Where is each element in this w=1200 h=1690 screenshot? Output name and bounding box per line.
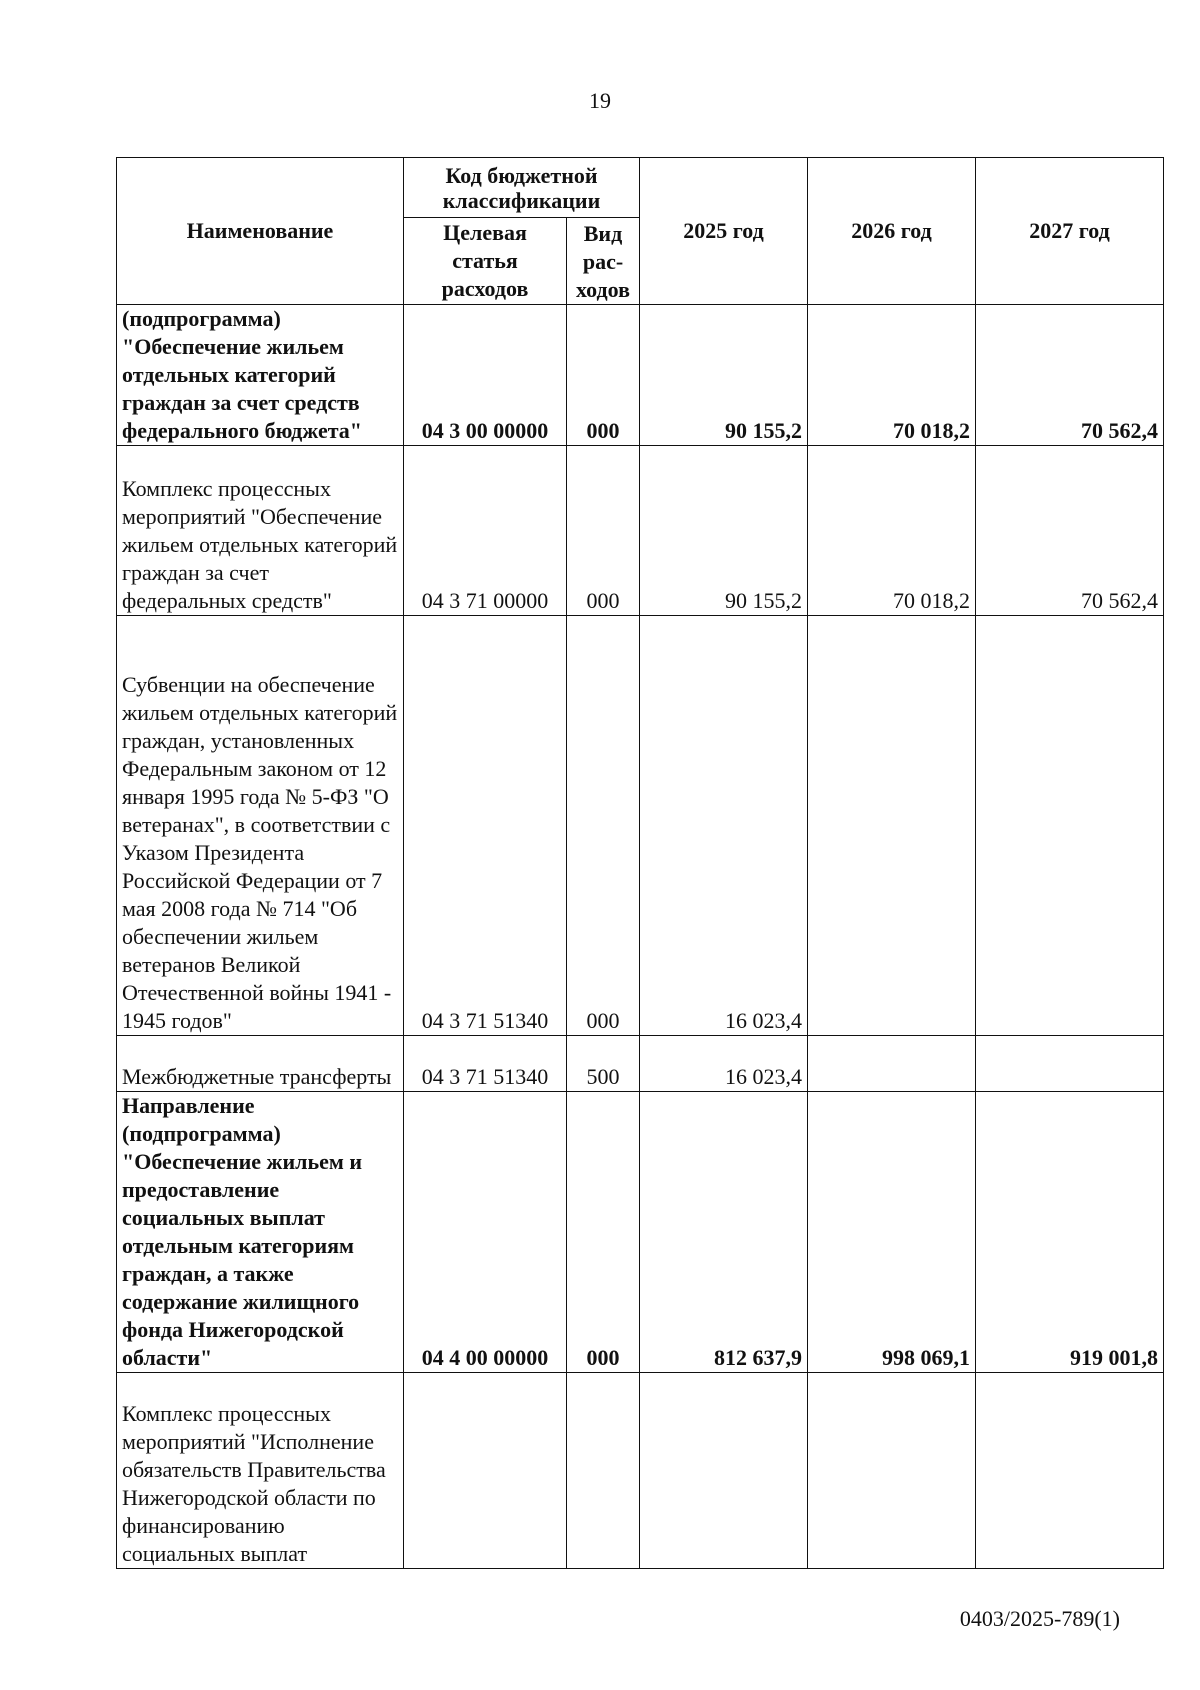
row-2027: [976, 616, 1164, 1036]
row-2027: [976, 1373, 1164, 1569]
row-code: 04 3 71 51340: [404, 616, 567, 1036]
row-code: [404, 1373, 567, 1569]
row-code: 04 3 71 00000: [404, 446, 567, 616]
row-2026: 998 069,1: [808, 1092, 976, 1373]
header-classification: Код бюджетной классификации: [404, 158, 640, 218]
row-kind: 000: [567, 616, 640, 1036]
row-code: 04 4 00 00000: [404, 1092, 567, 1373]
row-name: Направление (подпрограмма) "Обеспечение жильем и предоставление социальных выплат отдельным категориям граждан, а также содержание жилищного фонда Нижегородской области": [117, 1092, 404, 1373]
row-2027: 70 562,4: [976, 446, 1164, 616]
row-2026: 70 018,2: [808, 305, 976, 446]
row-code: 04 3 00 00000: [404, 305, 567, 446]
row-name: Субвенции на обеспечение жильем отдельных категорий граждан, установленных Федеральным законом от 12 января 1995 года № 5-ФЗ "О ветеранах", в соответствии с Указом Президента Российской Федерации от 7 мая 2008 года № 714 "Об обеспечении жильем ветеранов Великой Отечественной войны 1941 - 1945 годов": [117, 616, 404, 1036]
row-name: (подпрограмма) "Обеспечение жильем отдельных категорий граждан за счет средств федерального бюджета": [117, 305, 404, 446]
row-2026: [808, 1036, 976, 1092]
budget-table: [116, 157, 1164, 1569]
row-2026: [808, 616, 976, 1036]
row-2025: 16 023,4: [640, 616, 808, 1036]
header-expense-type: Вид рас-ходов: [567, 218, 640, 305]
header-name: Наименование: [117, 158, 404, 305]
header-2026: 2026 год: [808, 158, 976, 305]
row-2027: 70 562,4: [976, 305, 1164, 446]
row-2025: 812 637,9: [640, 1092, 808, 1373]
row-2026: 70 018,2: [808, 446, 976, 616]
row-kind: 000: [567, 1092, 640, 1373]
table-row: [117, 446, 1164, 616]
table-row: [117, 1092, 1164, 1373]
row-2027: 919 001,8: [976, 1092, 1164, 1373]
row-code: 04 3 71 51340: [404, 1036, 567, 1092]
row-2025: 90 155,2: [640, 305, 808, 446]
row-2025: [640, 1373, 808, 1569]
table-row: [117, 616, 1164, 1036]
table-row: [117, 305, 1164, 446]
row-kind: 000: [567, 305, 640, 446]
row-2025: 16 023,4: [640, 1036, 808, 1092]
row-kind: [567, 1373, 640, 1569]
row-kind: 500: [567, 1036, 640, 1092]
row-name: Комплекс процессных мероприятий "Исполнение обязательств Правительства Нижегородской области по финансированию социальных выплат: [117, 1373, 404, 1569]
header-2027: 2027 год: [976, 158, 1164, 305]
header-target-article: Целевая статья расходов: [404, 218, 567, 305]
header-2025: 2025 год: [640, 158, 808, 305]
row-2026: [808, 1373, 976, 1569]
table-row: [117, 1373, 1164, 1569]
table-row: [117, 1036, 1164, 1092]
row-kind: 000: [567, 446, 640, 616]
row-name: Межбюджетные трансферты: [117, 1036, 404, 1092]
page-number: 19: [589, 88, 611, 113]
row-name: Комплекс процессных мероприятий "Обеспечение жильем отдельных категорий граждан за счет федеральных средств": [117, 446, 404, 616]
document-number: 0403/2025-789(1): [959, 1606, 1120, 1631]
row-2025: 90 155,2: [640, 446, 808, 616]
row-2027: [976, 1036, 1164, 1092]
